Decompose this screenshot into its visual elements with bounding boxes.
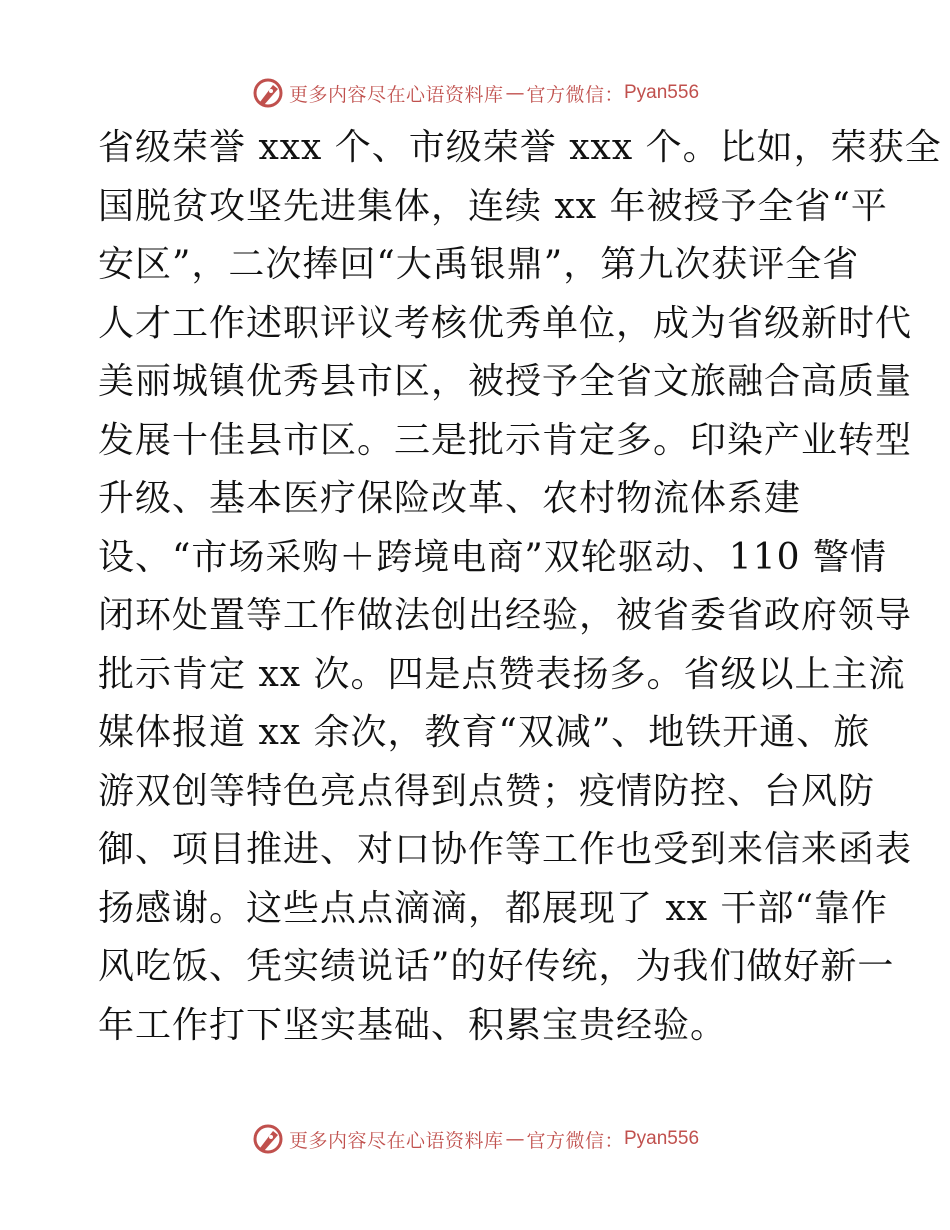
text-line: 省级荣誉 xxx 个、市级荣誉 xxx 个。比如，荣获全 — [98, 127, 942, 168]
text-line: 国脱贫攻坚先进集体，连续 xx 年被授予全省“平 — [98, 185, 888, 227]
watermark-label: 官方微信： — [526, 1129, 624, 1152]
text-line: 批示肯定 xx 次。四是点赞表扬多。省级以上主流 — [98, 653, 906, 695]
text-line: 闭环处置等工作做法创出经验，被省委省政府领导 — [98, 595, 913, 636]
text-line: 发展十佳县市区。三是批示肯定多。印染产业转型 — [98, 419, 913, 461]
text-line: 设、“市场采购＋跨境电商”双轮驱动、110 警情 — [98, 536, 887, 578]
text-line: 风吃饭、凭实绩说话”的好传统，为我们做好新一 — [98, 946, 895, 987]
watermark-text: 更多内容尽在心语资料库 — [288, 83, 504, 106]
text-line: 御、项目推进、对口协作等工作也受到来信来函表 — [98, 829, 913, 870]
watermark-account: Pyan556 — [624, 82, 700, 103]
text-line: 安区”，二次捧回“大禹银鼎”，第九次获评全省 — [98, 244, 860, 285]
text-line: 媒体报道 xx 余次，教育“双减”、地铁开通、旅 — [98, 712, 871, 753]
watermark-label: 官方微信： — [526, 83, 624, 106]
pen-nib-circle-icon — [251, 1122, 285, 1156]
text-line: 人才工作述职评议考核优秀单位，成为省级新时代 — [98, 302, 913, 344]
footer-watermark — [0, 1119, 950, 1159]
watermark-separator: — — [505, 82, 525, 104]
text-line: 扬感谢。这些点点滴滴，都展现了 xx 干部“靠作 — [98, 887, 888, 929]
text-line: 升级、基本医疗保险改革、农村物流体系建 — [98, 478, 802, 519]
document-body — [98, 124, 942, 1060]
pen-nib-circle-icon — [251, 76, 285, 110]
watermark-account: Pyan556 — [624, 1128, 700, 1149]
header-watermark — [0, 73, 950, 113]
watermark-text: 更多内容尽在心语资料库 — [288, 1129, 504, 1152]
text-line: 游双创等特色亮点得到点赞；疫情防控、台风防 — [98, 770, 876, 812]
watermark-separator: — — [505, 1128, 525, 1150]
text-line: 年工作打下坚实基础、积累宝贵经验。 — [98, 1004, 728, 1046]
text-line: 美丽城镇优秀县市区，被授予全省文旅融合高质量 — [98, 361, 913, 402]
